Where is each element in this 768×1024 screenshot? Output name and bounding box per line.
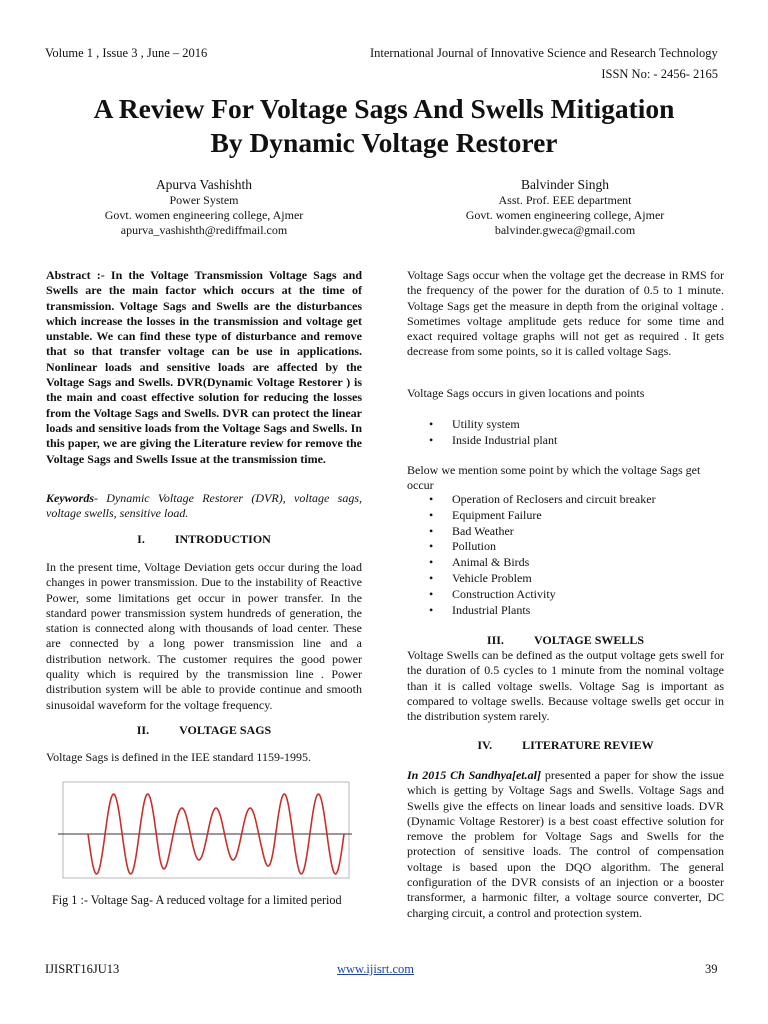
bullet-icon: • bbox=[429, 555, 434, 570]
list-item: • Utility system bbox=[429, 417, 520, 431]
author-2 bbox=[415, 176, 715, 238]
list-item: • Industrial Plants bbox=[429, 602, 531, 617]
section-heading-literature-review bbox=[407, 738, 724, 753]
section-heading-voltage-sags bbox=[46, 723, 362, 738]
list-item: • Construction Activity bbox=[429, 586, 556, 601]
section-title: INTRODUCTION bbox=[174, 532, 271, 546]
paper-title bbox=[0, 92, 768, 160]
bullet-icon: • bbox=[429, 539, 434, 554]
bullet-icon: • bbox=[429, 417, 434, 431]
section-number: II. bbox=[136, 723, 150, 737]
keywords-text: - Dynamic Voltage Restorer (DVR), voltage sags, voltage swells, sensitive load. bbox=[46, 491, 362, 521]
voltage-sags-body: Voltage Sags is defined in the IEE standard 1159-1995. bbox=[46, 750, 311, 764]
list-item: • Pollution bbox=[429, 539, 497, 554]
voltage-sag-waveform bbox=[58, 780, 352, 880]
list-item: • Operation of Reclosers and circuit breaker bbox=[429, 492, 656, 506]
list-item: • Animal & Birds bbox=[429, 555, 530, 570]
voltage-swells-body: Voltage Swells can be defined as the output voltage gets swell for the duration of 0.5 cycles to 1 minute from the nominal voltage than it is called voltage swells. Voltage Sag is important as compared to voltage swells. Because voltage swells get occur in the distribution system rarely. bbox=[407, 648, 724, 724]
title-line-2: By Dynamic Voltage Restorer bbox=[210, 127, 558, 158]
sag-definition: Voltage Sags occur when the voltage get the decrease in RMS for the frequency of the power for the duration of 0.5 to 1 minute. Voltage Sags get the measure in depth from the original voltage . Sometimes voltage amplitude gets reduce for some time and exact required voltage graphs will not get as required . It gets decrease from some points, so it is called voltage Sags. bbox=[407, 268, 724, 359]
footer-code: IJISRT16JU13 bbox=[45, 962, 120, 976]
author-role: Power System bbox=[169, 193, 239, 207]
abstract: Abstract :- In the Voltage Transmission Voltage Sags and Swells are the main factor which occurs at the time of transmission. Voltage Sags and Swells are the disturbances which increase the losses in the transmission and voltage get unstable. We can find these type of disturbance and remove that so that transfer voltage can be use in applications. Nonlinear loads and sensitive loads are affected by the Voltage Sags and Swells. DVR(Dynamic Voltage Restorer ) is the main and coast effective solution for reducing the losses from the Voltage Sags and Swells. DVR can protect the linear loads and sensitive loads from the Voltage Sags and Swells. In this paper, we are giving the Literature review for remove the Voltage Sags and Swells Issue at the transmission time. bbox=[46, 268, 362, 466]
bullet-icon: • bbox=[429, 570, 434, 585]
locations-intro: Voltage Sags occurs in given locations and points bbox=[407, 386, 645, 400]
title-line-1: A Review For Voltage Sags And Swells Mitigation bbox=[93, 93, 675, 124]
bullet-icon: • bbox=[429, 507, 434, 522]
bullet-icon: • bbox=[429, 586, 434, 601]
review-text: presented a paper for show the issue which is getting by Voltage Sags and Swells. Voltage Sags and Swells give the effects on linear loads and sensitive loads. DVR (Dynamic Voltage Restorer) is a best coast effective solution for remove the problem for Voltage Sags and Swells for the protection of sensitive loads. The control of compensation voltage is based upon the DQO algorithm. The general configuration of the DVR consists of an injection or a booster transformer, a harmonic filter, a voltage source converter, DC charging circuit, a control and protection system. bbox=[407, 768, 724, 920]
section-heading-voltage-swells bbox=[407, 633, 724, 648]
section-number: IV. bbox=[477, 738, 493, 752]
keywords-label: Keywords bbox=[46, 491, 94, 505]
literature-review-body bbox=[407, 768, 724, 921]
author-1 bbox=[54, 176, 354, 238]
bullet-icon: • bbox=[429, 492, 434, 506]
issn: ISSN No: - 2456- 2165 bbox=[601, 67, 718, 81]
causes-list bbox=[407, 492, 724, 618]
voltage-sag-figure bbox=[58, 780, 352, 880]
bullet-icon: • bbox=[429, 523, 434, 538]
list-item: • Equipment Failure bbox=[429, 507, 542, 522]
bullet-icon: • bbox=[429, 602, 434, 617]
section-title: VOLTAGE SAGS bbox=[179, 723, 272, 737]
journal-link[interactable]: www.ijisrt.com bbox=[337, 962, 414, 976]
section-heading-introduction bbox=[46, 532, 362, 547]
author-affiliation: Govt. women engineering college, Ajmer bbox=[465, 208, 665, 222]
section-number: III. bbox=[486, 633, 504, 647]
section-number: I. bbox=[137, 532, 145, 546]
bullet-icon: • bbox=[429, 432, 434, 447]
list-item: • Inside Industrial plant bbox=[429, 432, 558, 447]
locations-list bbox=[407, 417, 724, 449]
keywords bbox=[46, 491, 362, 522]
section-title: VOLTAGE SWELLS bbox=[533, 633, 645, 647]
author-role: Asst. Prof. EEE department bbox=[498, 193, 632, 207]
list-item: • Vehicle Problem bbox=[429, 570, 532, 585]
author-email: balvinder.gweca@gmail.com bbox=[494, 223, 636, 237]
author-name: Balvinder Singh bbox=[520, 177, 610, 192]
author-email: apurva_vashishth@rediffmail.com bbox=[120, 223, 288, 237]
author-name: Apurva Vashishth bbox=[155, 177, 253, 192]
citation-lead: In 2015 Ch Sandhya[et.al] bbox=[407, 768, 541, 782]
figure-caption: Fig 1 :- Voltage Sag- A reduced voltage for a limited period bbox=[52, 893, 342, 907]
author-affiliation: Govt. women engineering college, Ajmer bbox=[104, 208, 304, 222]
volume-info: Volume 1 , Issue 3 , June – 2016 bbox=[45, 46, 208, 60]
introduction-body: In the present time, Voltage Deviation gets occur during the load changes in power transmission. Due to the instability of Reactive Power, some limitations get occur in power transfer. In the standard power transmission system hundreds of generation, the station is connected along with thousands of load center. These are connected by a long power transmission line and a distribution network. The customer requires the good power quality which is required by the transmission line . Power distribution system will be able to provide continue and smooth sinusoidal waveform for the voltage frequency. bbox=[46, 560, 362, 712]
page-number: 39 bbox=[705, 962, 718, 976]
list-item: • Bad Weather bbox=[429, 523, 514, 538]
section-title: LITERATURE REVIEW bbox=[522, 738, 654, 752]
causes-intro: Below we mention some point by which the voltage Sags get occur bbox=[407, 463, 701, 493]
journal-name: International Journal of Innovative Science and Research Technology bbox=[370, 46, 718, 60]
